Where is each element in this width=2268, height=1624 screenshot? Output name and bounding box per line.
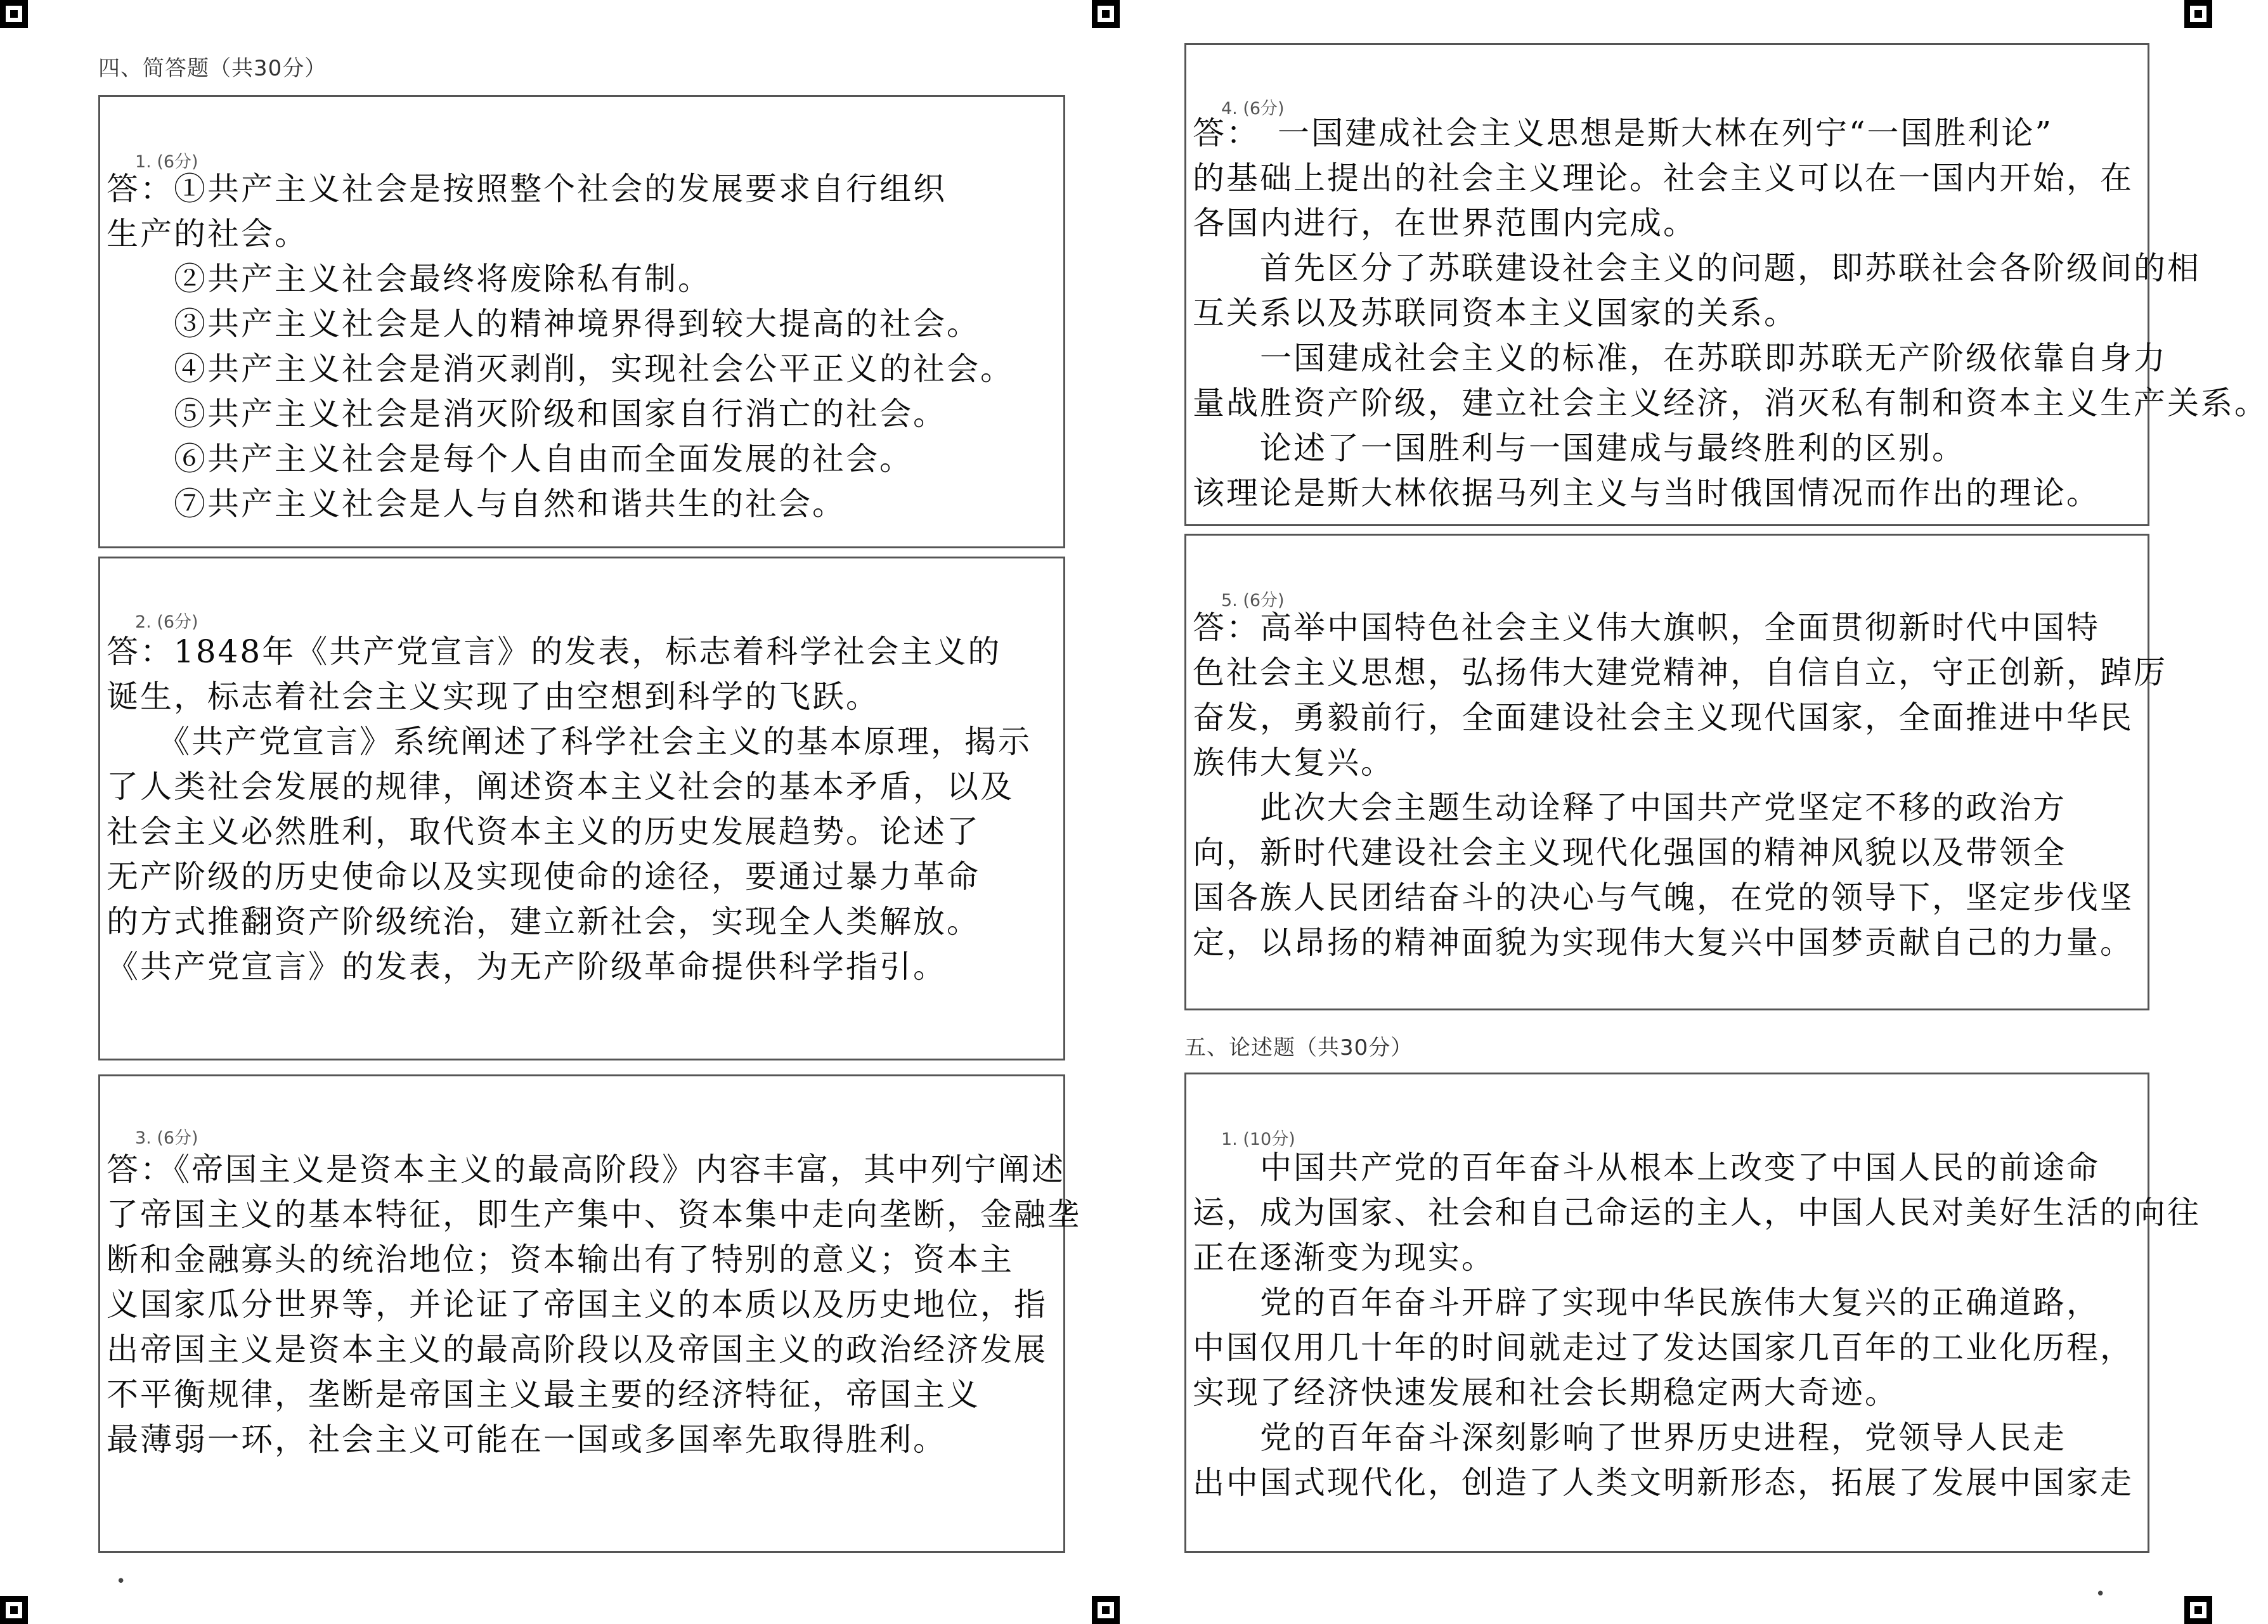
question-box-1: [98, 95, 1065, 548]
answer-line: 了人类社会发展的规律，阐述资本主义社会的基本矛盾，以及: [107, 768, 1014, 805]
answer-text: [107, 167, 1057, 527]
answer-line: 量战胜资产阶级，建立社会主义经济，消灭私有制和资本主义生产关系。: [1193, 385, 2268, 422]
registration-marker-top-center: [1092, 0, 1120, 28]
answer-text: [1193, 605, 2167, 965]
answer-line: 答： 一国建成社会主义思想是斯大林在列宁“一国胜利论”: [1193, 115, 2054, 151]
registration-marker-top-right: [2184, 0, 2212, 28]
scan-speck: •: [2096, 1585, 2106, 1604]
answer-line: 答：①共产主义社会是按照整个社会的发展要求自行组织: [107, 171, 947, 207]
answer-line: 出帝国主义是资本主义的最高阶段以及帝国主义的政治经济发展: [107, 1331, 1047, 1368]
answer-line: ⑥共产主义社会是每个人自由而全面发展的社会。: [107, 441, 913, 477]
scan-speck: •: [116, 1572, 126, 1591]
registration-marker-bottom-left: [0, 1596, 28, 1624]
answer-line: 实现了经济快速发展和社会长期稳定两大奇迹。: [1193, 1374, 1898, 1411]
question-number: 1. (6分): [135, 152, 198, 172]
registration-marker-bottom-center: [1092, 1596, 1120, 1624]
answer-line: 族伟大复兴。: [1193, 744, 1394, 781]
answer-line: 首先区分了苏联建设社会主义的问题，即苏联社会各阶级间的相: [1193, 250, 2201, 287]
answer-line: ②共产主义社会最终将废除私有制。: [107, 261, 711, 297]
section-title-short-answer: 四、简答题（共30分）: [98, 56, 327, 81]
question-box-4: [1184, 43, 2268, 526]
answer-line: 此次大会主题生动诠释了中国共产党坚定不移的政治方: [1193, 789, 2066, 826]
answer-line: 义国家瓜分世界等，并论证了帝国主义的本质以及历史地位，指: [107, 1286, 1047, 1323]
answer-line: 色社会主义思想，弘扬伟大建党精神，自信自立，守正创新，踔厉: [1193, 654, 2167, 691]
answer-line: 向，新时代建设社会主义现代化强国的精神风貌以及带领全: [1193, 834, 2066, 871]
question-number: 3. (6分): [135, 1128, 198, 1148]
answer-line: 运，成为国家、社会和自己命运的主人，中国人民对美好生活的向往: [1193, 1194, 2201, 1231]
question-box-essay-1: [1184, 1073, 2201, 1553]
answer-line: 一国建成社会主义的标准，在苏联即苏联无产阶级依靠自身力: [1193, 340, 2167, 377]
answer-line: 论述了一国胜利与一国建成与最终胜利的区别。: [1193, 430, 1966, 467]
answer-line: 定，以昂扬的精神面貌为实现伟大复兴中国梦贡献自己的力量。: [1193, 924, 2134, 961]
answer-line: 国各族人民团结奋斗的决心与气魄，在党的领导下，坚定步伐坚: [1193, 879, 2134, 916]
section-title-essay: 五、论述题（共30分）: [1184, 1035, 1413, 1060]
question-number: 2. (6分): [135, 612, 198, 632]
answer-line: 《共产党宣言》系统阐述了科学社会主义的基本原理，揭示: [107, 723, 1032, 760]
answer-line: 中国共产党的百年奋斗从根本上改变了中国人民的前途命: [1193, 1149, 2100, 1186]
question-box-2: [98, 557, 1065, 1060]
answer-line: 的基础上提出的社会主义理论。社会主义可以在一国内开始，在: [1193, 160, 2134, 197]
registration-marker-bottom-right: [2184, 1596, 2212, 1624]
answer-line: ④共产主义社会是消灭剥削，实现社会公平正义的社会。: [107, 351, 1014, 387]
answer-text: [1193, 111, 2268, 516]
answer-line: 了帝国主义的基本特征，即生产集中、资本集中走向垄断，金融垄: [107, 1196, 1081, 1233]
answer-line: 该理论是斯大林依据马列主义与当时俄国情况而作出的理论。: [1193, 475, 2100, 512]
question-number: 5. (6分): [1221, 591, 1285, 610]
answer-line: 党的百年奋斗深刻影响了世界历史进程，党领导人民走: [1193, 1419, 2066, 1456]
answer-line: 诞生，标志着社会主义实现了由空想到科学的飞跃。: [107, 678, 879, 715]
answer-line: 党的百年奋斗开辟了实现中华民族伟大复兴的正确道路，: [1193, 1284, 2100, 1321]
answer-line: 答：高举中国特色社会主义伟大旗帜，全面贯彻新时代中国特: [1193, 609, 2100, 646]
answer-line: 无产阶级的历史使命以及实现使命的途径，要通过暴力革命: [107, 858, 980, 895]
registration-marker-top-left: [0, 0, 28, 28]
question-box-5: [1184, 534, 2167, 1010]
answer-line: 答：《帝国主义是资本主义的最高阶段》内容丰富，其中列宁阐述: [107, 1151, 1065, 1188]
answer-line: 互关系以及苏联同资本主义国家的关系。: [1193, 295, 1798, 332]
answer-line: 《共产党宣言》的发表，为无产阶级革命提供科学指引。: [107, 948, 947, 985]
question-box-3: [98, 1074, 1081, 1553]
answer-line: 社会主义必然胜利，取代资本主义的历史发展趋势。论述了: [107, 813, 980, 850]
answer-line: 的方式推翻资产阶级统治，建立新社会，实现全人类解放。: [107, 903, 980, 940]
answer-line: 正在逐渐变为现实。: [1193, 1239, 1495, 1276]
answer-line: 出中国式现代化，创造了人类文明新形态，拓展了发展中国家走: [1193, 1464, 2134, 1501]
answer-line: ⑦共产主义社会是人与自然和谐共生的社会。: [107, 486, 846, 522]
question-number: 4. (6分): [1221, 99, 1285, 119]
answer-line: 答：1848年《共产党宣言》的发表，标志着科学社会主义的: [107, 633, 1002, 670]
answer-text: [107, 629, 1057, 989]
answer-text: [1193, 1145, 2201, 1505]
answer-line: 最薄弱一环，社会主义可能在一国或多国率先取得胜利。: [107, 1421, 947, 1458]
answer-line: 奋发，勇毅前行，全面建设社会主义现代国家，全面推进中华民: [1193, 699, 2134, 736]
answer-line: ⑤共产主义社会是消灭阶级和国家自行消亡的社会。: [107, 396, 947, 432]
answer-text: [107, 1147, 1081, 1462]
answer-line: 中国仅用几十年的时间就走过了发达国家几百年的工业化历程，: [1193, 1329, 2134, 1366]
answer-line: 断和金融寡头的统治地位；资本输出有了特别的意义；资本主: [107, 1241, 1014, 1278]
answer-line: 各国内进行，在世界范围内完成。: [1193, 205, 1697, 242]
question-number: 1. (10分): [1221, 1130, 1295, 1149]
answer-line: 生产的社会。: [107, 216, 308, 252]
answer-line: ③共产主义社会是人的精神境界得到较大提高的社会。: [107, 306, 980, 342]
answer-line: 不平衡规律，垄断是帝国主义最主要的经济特征，帝国主义: [107, 1376, 980, 1413]
